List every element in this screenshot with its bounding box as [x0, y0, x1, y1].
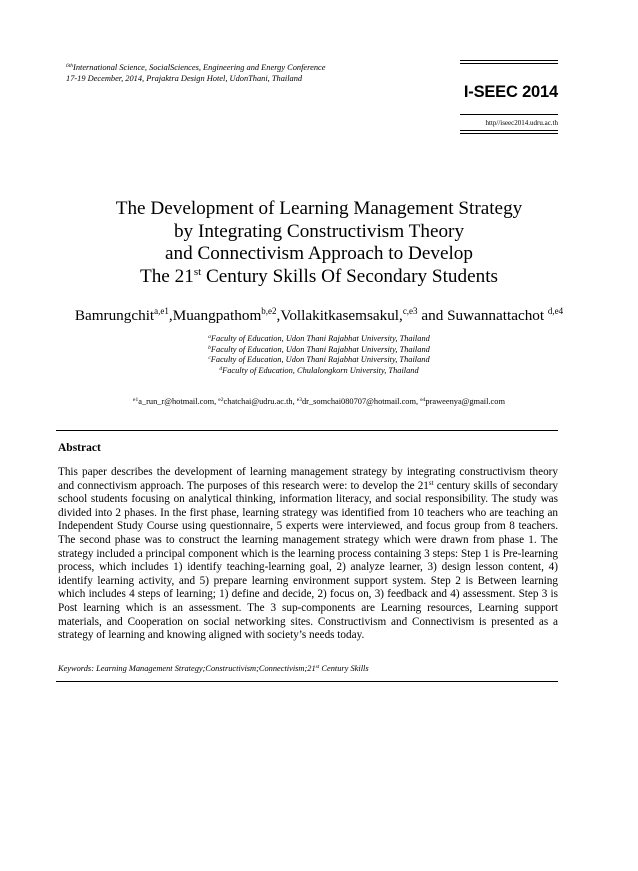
brand-top-double-rule [460, 60, 558, 64]
affiliation-item [40, 345, 598, 356]
title-line-4-start: The 21 [139, 265, 194, 287]
conference-edition-suffix: th [68, 63, 74, 69]
author-marker: a,e1 [154, 306, 169, 316]
author-separator: , [168, 307, 173, 324]
affiliation-marker: a [208, 334, 211, 340]
affiliation-item [40, 366, 598, 377]
email-marker: e2 [218, 397, 224, 403]
email-marker: e4 [420, 397, 426, 403]
author-marker: c,e3 [402, 306, 418, 316]
email-address: praweenya@gmail.com [425, 397, 505, 406]
affiliation-text: Faculty of Education, Udon Thani Rajabhat University, Thailand [210, 344, 430, 354]
affiliation-item [40, 355, 598, 366]
conference-name [66, 62, 325, 73]
email-list [40, 397, 598, 406]
affiliation-text: Faculty of Education, Udon Thani Rajabhat University, Thailand [210, 355, 430, 365]
conference-name-text: International Science, SocialSciences, Engineering and Energy Conference [73, 63, 326, 72]
author-marker: b,e2 [261, 306, 277, 316]
title-line-2: by Integrating Constructivism Theory [173, 220, 465, 242]
brand-title: I-SEEC 2014 [463, 83, 558, 101]
brand-bottom-double-rule [460, 130, 558, 134]
abstract-body [58, 466, 558, 643]
email-marker: e3 [296, 397, 302, 403]
keywords-bottom-divider [56, 681, 558, 682]
brand-url: http//iseec2014.udru.ac.th [485, 119, 558, 127]
brand-middle-rule [460, 114, 558, 115]
author-separator: , [276, 307, 281, 324]
author-name: Muangpathom [172, 307, 262, 324]
author-separator: and [417, 307, 448, 324]
keywords-text-start: Keywords: Learning Management Strategy;Constructivism;Connectivism;21 [58, 664, 316, 673]
affiliation-text: Faculty of Education, Chulalongkorn University, Thailand [222, 365, 419, 375]
conference-venue: 17-19 December, 2014, Prajaktra Design Hotel, UdonThani, Thailand [66, 74, 303, 83]
abstract-text-end: century skills of secondary school students focusing on analytical thinking, information literacy, and social responsibility. The study was divided into 2 phases. In the first phase, learning strategy was identified from 10 teachers who are teaching an Independent Study Course using questionnaire, 5 experts were interviewed, and focus group from 8 teachers. The second phase was to construct the learning management strategy which were drawn from phase 1. The strategy included a principal component which is the learning process containing 3 steps: Step 1 is Pre-learning process, which includes 1) identify teaching-learning goal, 2) analyze learner, 3) design lesson content, 4) identify learning activity, and 5) prepare learning environment support system. Step 2 is Between learning which includes 4 steps of learning; 1) define and decide, 2) focus on, 3) feedback and 4) assessment. Step 3 is Post learning which is an assessment. The 3 sup-components are Learning resources, Learning support materials, and Cooperation on social networking sites. Constructivism and Connectivism is presented as a strategy of learning and knowing aligned with society’s needs today. [58, 479, 559, 642]
affiliation-list [40, 334, 598, 376]
conference-brand-block [460, 60, 558, 134]
author-name: Suwannattachot [447, 307, 548, 324]
conference-edition-number: 6 [66, 63, 69, 69]
email-address: a_run_r@hotmail.com, [138, 397, 219, 406]
author-marker: d,e4 [547, 306, 564, 316]
author-name: Vollakitkasemsakul, [280, 307, 403, 324]
title-line-3: and Connectivism Approach to Develop [164, 243, 473, 264]
title-line-4 [40, 266, 598, 289]
affiliation-marker: c [208, 355, 211, 362]
author-name: Bamrungchit [74, 307, 155, 324]
title-line-4-end: Century Skills Of Secondary Students [201, 265, 499, 287]
affiliation-marker: b [208, 344, 211, 351]
conference-header [66, 62, 325, 84]
abstract-text-start: This paper describes the development of learning management strategy by integrating constructivism theory and connectivism approach. The purposes of this research were: to develop the 21 [58, 466, 558, 492]
keywords-line [58, 664, 369, 673]
keywords-text-end: Century Skills [319, 664, 369, 673]
paper-title [40, 198, 598, 288]
title-line-1: The Development of Learning Management Strategy [115, 198, 523, 219]
abstract-heading: Abstract [58, 442, 101, 454]
abstract-superscript: st [428, 478, 434, 487]
email-address: dr_somchai080707@hotmail.com, [301, 397, 421, 406]
title-line-4-superscript: st [193, 265, 202, 278]
email-address: chatchai@udru.ac.th, [223, 397, 297, 406]
affiliation-marker: d [219, 365, 223, 372]
keywords-superscript: st [315, 664, 320, 670]
abstract-top-divider [56, 430, 558, 431]
author-list [40, 307, 598, 325]
affiliation-text: Faculty of Education, Udon Thani Rajabhat University, Thailand [210, 334, 430, 343]
email-marker: e1 [133, 397, 139, 403]
affiliation-item [40, 334, 598, 345]
